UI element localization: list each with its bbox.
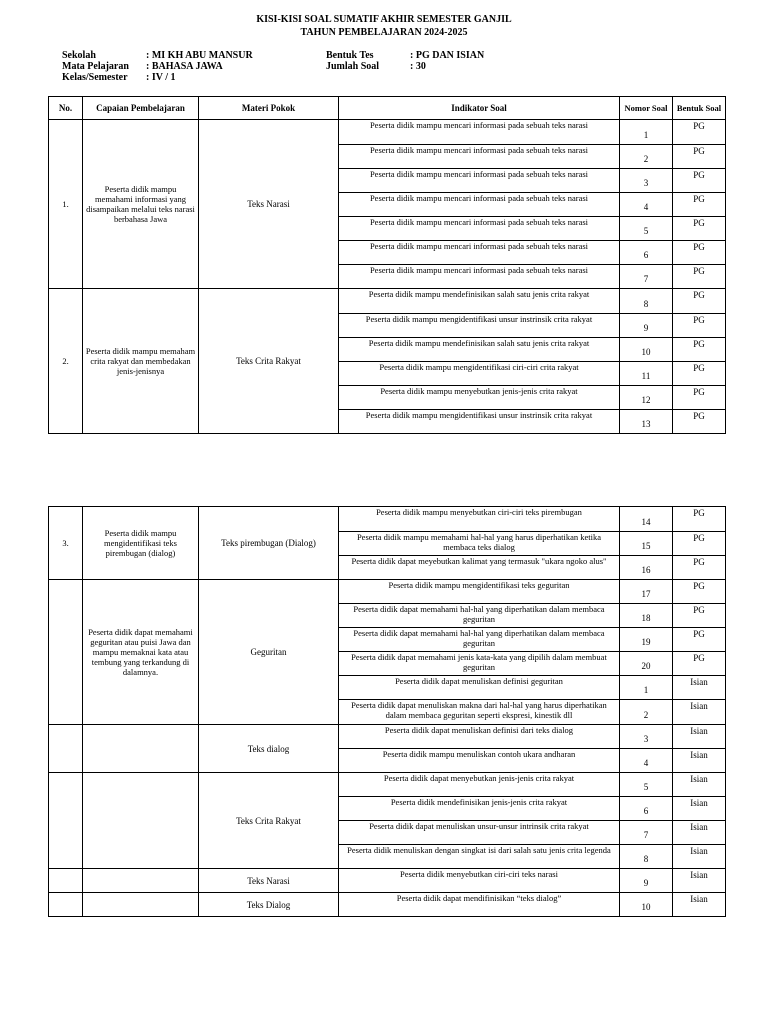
materi-cell: Teks Crita Rakyat: [199, 773, 339, 869]
indikator-cell: Peserta didik mampu mengidentifikasi unsur instrinsik crita rakyat: [339, 314, 620, 338]
materi-cell: Geguritan: [199, 580, 339, 725]
sekolah-label: Sekolah: [62, 50, 96, 61]
indikator-cell: Peserta didik mampu mencari informasi pada sebuah teks narasi: [339, 120, 620, 145]
nomor-soal-cell: 4: [620, 193, 673, 217]
nomor-soal-cell: 14: [620, 507, 673, 532]
bentuk-soal-cell: PG: [673, 604, 726, 628]
materi-cell: Teks Narasi: [199, 869, 339, 893]
bentuk-soal-cell: PG: [673, 338, 726, 362]
nomor-soal-cell: 8: [620, 845, 673, 869]
capaian-cell: Peserta didik mampu memahami informasi yang disampaikan melalui teks narasi berbahasa Jawa: [83, 120, 199, 289]
bentuk-tes-label: Bentuk Tes: [326, 50, 374, 61]
table-row: [49, 773, 726, 797]
capaian-cell: Peserta didik dapat memahami geguritan atau puisi Jawa dan mampu memaknai kata atau tembung yang terkandung di dalamnya.: [83, 580, 199, 725]
column-header-no: No.: [49, 97, 83, 120]
bentuk-soal-cell: Isian: [673, 845, 726, 869]
indikator-cell: Peserta didik dapat menuliskan unsur-unsur intrinsik crita rakyat: [339, 821, 620, 845]
materi-cell: Teks Narasi: [199, 120, 339, 289]
indikator-cell: Peserta didik mampu mengidentifikasi teks geguritan: [339, 580, 620, 604]
bentuk-soal-cell: PG: [673, 289, 726, 314]
mapel-label: Mata Pelajaran: [62, 61, 129, 72]
row-number: [49, 773, 83, 869]
nomor-soal-cell: 16: [620, 556, 673, 580]
bentuk-soal-cell: PG: [673, 556, 726, 580]
materi-cell: Teks dialog: [199, 725, 339, 773]
capaian-cell: [83, 725, 199, 773]
nomor-soal-cell: 9: [620, 314, 673, 338]
indikator-cell: Peserta didik mampu mencari informasi pada sebuah teks narasi: [339, 193, 620, 217]
nomor-soal-cell: 8: [620, 289, 673, 314]
table-row: [49, 725, 726, 749]
bentuk-soal-cell: Isian: [673, 821, 726, 845]
column-header-nomor: Nomor Soal: [620, 97, 673, 120]
row-number: [49, 725, 83, 773]
nomor-soal-cell: 19: [620, 628, 673, 652]
row-number: 2.: [49, 289, 83, 434]
indikator-cell: Peserta didik dapat menyebutkan jenis-jenis crita rakyat: [339, 773, 620, 797]
table-row: [49, 120, 726, 145]
indikator-cell: Peserta didik mampu mencari informasi pada sebuah teks narasi: [339, 265, 620, 289]
indikator-cell: Peserta didik mampu mengidentifikasi unsur instrinsik crita rakyat: [339, 410, 620, 434]
bentuk-soal-cell: PG: [673, 652, 726, 676]
nomor-soal-cell: 10: [620, 338, 673, 362]
indikator-cell: Peserta didik dapat menuliskan definisi dari teks dialog: [339, 725, 620, 749]
indikator-cell: Peserta didik dapat memahami hal-hal yang diperhatikan dalam membaca geguritan: [339, 628, 620, 652]
nomor-soal-cell: 9: [620, 869, 673, 893]
kelas-value: : IV / 1: [146, 72, 176, 83]
nomor-soal-cell: 12: [620, 386, 673, 410]
materi-cell: Teks pirembugan (Dialog): [199, 507, 339, 580]
indikator-cell: Peserta didik mampu menuliskan contoh ukara andharan: [339, 749, 620, 773]
jumlah-soal-label: Jumlah Soal: [326, 61, 380, 72]
bentuk-soal-cell: Isian: [673, 676, 726, 700]
capaian-cell: [83, 773, 199, 869]
bentuk-soal-cell: PG: [673, 169, 726, 193]
bentuk-soal-cell: PG: [673, 193, 726, 217]
column-header-materi: Materi Pokok: [199, 97, 339, 120]
nomor-soal-cell: 4: [620, 749, 673, 773]
bentuk-soal-cell: PG: [673, 265, 726, 289]
mapel-value: : BAHASA JAWA: [146, 61, 223, 72]
nomor-soal-cell: 18: [620, 604, 673, 628]
capaian-cell: Peserta didik mampu mengidentifikasi teks pirembugan (dialog): [83, 507, 199, 580]
indikator-cell: Peserta didik menuliskan dengan singkat isi dari salah satu jenis crita legenda: [339, 845, 620, 869]
nomor-soal-cell: 15: [620, 532, 673, 556]
bentuk-soal-cell: PG: [673, 628, 726, 652]
bentuk-soal-cell: PG: [673, 532, 726, 556]
indikator-cell: Peserta didik mampu mendefinisikan salah satu jenis crita rakyat: [339, 338, 620, 362]
row-number: [49, 580, 83, 725]
indikator-cell: Peserta didik dapat menuliskan makna dari hal-hal yang harus diperhatikan dalam membaca geguritan seperti ekspresi, kinestik dll: [339, 700, 620, 725]
bentuk-soal-cell: Isian: [673, 773, 726, 797]
nomor-soal-cell: 2: [620, 700, 673, 725]
document-title: KISI-KISI SOAL SUMATIF AKHIR SEMESTER GANJIL: [256, 14, 512, 25]
indikator-cell: Peserta didik dapat memahami jenis kata-kata yang dipilih dalam membuat geguritan: [339, 652, 620, 676]
table-row: [49, 289, 726, 314]
kisi-kisi-table-1: [48, 96, 726, 434]
table-row: [49, 893, 726, 917]
nomor-soal-cell: 10: [620, 893, 673, 917]
bentuk-soal-cell: PG: [673, 120, 726, 145]
indikator-cell: Peserta didik mampu mencari informasi pada sebuah teks narasi: [339, 241, 620, 265]
indikator-cell: Peserta didik mampu mencari informasi pada sebuah teks narasi: [339, 217, 620, 241]
nomor-soal-cell: 3: [620, 169, 673, 193]
bentuk-soal-cell: PG: [673, 410, 726, 434]
nomor-soal-cell: 6: [620, 241, 673, 265]
bentuk-soal-cell: Isian: [673, 725, 726, 749]
capaian-cell: Peserta didik mampu memaham crita rakyat dan membedakan jenis-jenisnya: [83, 289, 199, 434]
row-number: [49, 869, 83, 893]
indikator-cell: Peserta didik mampu menyebutkan ciri-ciri teks pirembugan: [339, 507, 620, 532]
nomor-soal-cell: 11: [620, 362, 673, 386]
kelas-label: Kelas/Semester: [62, 72, 128, 83]
nomor-soal-cell: 7: [620, 821, 673, 845]
row-number: [49, 893, 83, 917]
indikator-cell: Peserta didik dapat menuliskan definisi geguritan: [339, 676, 620, 700]
indikator-cell: Peserta didik dapat meyebutkan kalimat yang termasuk "ukara ngoko alus": [339, 556, 620, 580]
bentuk-soal-cell: PG: [673, 145, 726, 169]
materi-cell: Teks Crita Rakyat: [199, 289, 339, 434]
column-header-bentuk: Bentuk Soal: [673, 97, 726, 120]
indikator-cell: Peserta didik mampu mengidentifikasi ciri-ciri crita rakyat: [339, 362, 620, 386]
table-row: [49, 507, 726, 532]
indikator-cell: Peserta didik menyebutkan ciri-ciri teks narasi: [339, 869, 620, 893]
bentuk-soal-cell: Isian: [673, 869, 726, 893]
table-row: [49, 580, 726, 604]
bentuk-soal-cell: Isian: [673, 893, 726, 917]
nomor-soal-cell: 7: [620, 265, 673, 289]
capaian-cell: [83, 869, 199, 893]
nomor-soal-cell: 1: [620, 676, 673, 700]
indikator-cell: Peserta didik mampu mencari informasi pada sebuah teks narasi: [339, 145, 620, 169]
bentuk-soal-cell: PG: [673, 362, 726, 386]
indikator-cell: Peserta didik dapat memahami hal-hal yang diperhatikan dalam membaca geguritan: [339, 604, 620, 628]
nomor-soal-cell: 3: [620, 725, 673, 749]
nomor-soal-cell: 1: [620, 120, 673, 145]
materi-cell: Teks Dialog: [199, 893, 339, 917]
indikator-cell: Peserta didik mampu menyebutkan jenis-jenis crita rakyat: [339, 386, 620, 410]
indikator-cell: Peserta didik mampu memahami hal-hal yang harus diperhatikan ketika membaca teks dialog: [339, 532, 620, 556]
table-row: [49, 869, 726, 893]
row-number: 3.: [49, 507, 83, 580]
bentuk-soal-cell: PG: [673, 241, 726, 265]
nomor-soal-cell: 5: [620, 217, 673, 241]
nomor-soal-cell: 20: [620, 652, 673, 676]
bentuk-soal-cell: PG: [673, 217, 726, 241]
indikator-cell: Peserta didik dapat mendifinisikan “teks dialog”: [339, 893, 620, 917]
indikator-cell: Peserta didik mampu mencari informasi pada sebuah teks narasi: [339, 169, 620, 193]
kisi-kisi-table-2: [48, 506, 726, 917]
bentuk-soal-cell: Isian: [673, 700, 726, 725]
sekolah-value: : MI KH ABU MANSUR: [146, 50, 253, 61]
bentuk-soal-cell: PG: [673, 386, 726, 410]
bentuk-soal-cell: Isian: [673, 797, 726, 821]
bentuk-soal-cell: PG: [673, 507, 726, 532]
nomor-soal-cell: 17: [620, 580, 673, 604]
indikator-cell: Peserta didik mendefinisikan jenis-jenis crita rakyat: [339, 797, 620, 821]
bentuk-soal-cell: Isian: [673, 749, 726, 773]
capaian-cell: [83, 893, 199, 917]
nomor-soal-cell: 13: [620, 410, 673, 434]
indikator-cell: Peserta didik mampu mendefinisikan salah satu jenis crita rakyat: [339, 289, 620, 314]
bentuk-soal-cell: PG: [673, 314, 726, 338]
row-number: 1.: [49, 120, 83, 289]
document-subtitle: TAHUN PEMBELAJARAN 2024-2025: [300, 27, 468, 38]
column-header-indikator: Indikator Soal: [339, 97, 620, 120]
jumlah-soal-value: : 30: [410, 61, 426, 72]
nomor-soal-cell: 6: [620, 797, 673, 821]
bentuk-soal-cell: PG: [673, 580, 726, 604]
column-header-capaian: Capaian Pembelajaran: [83, 97, 199, 120]
bentuk-tes-value: : PG DAN ISIAN: [410, 50, 485, 61]
nomor-soal-cell: 5: [620, 773, 673, 797]
nomor-soal-cell: 2: [620, 145, 673, 169]
